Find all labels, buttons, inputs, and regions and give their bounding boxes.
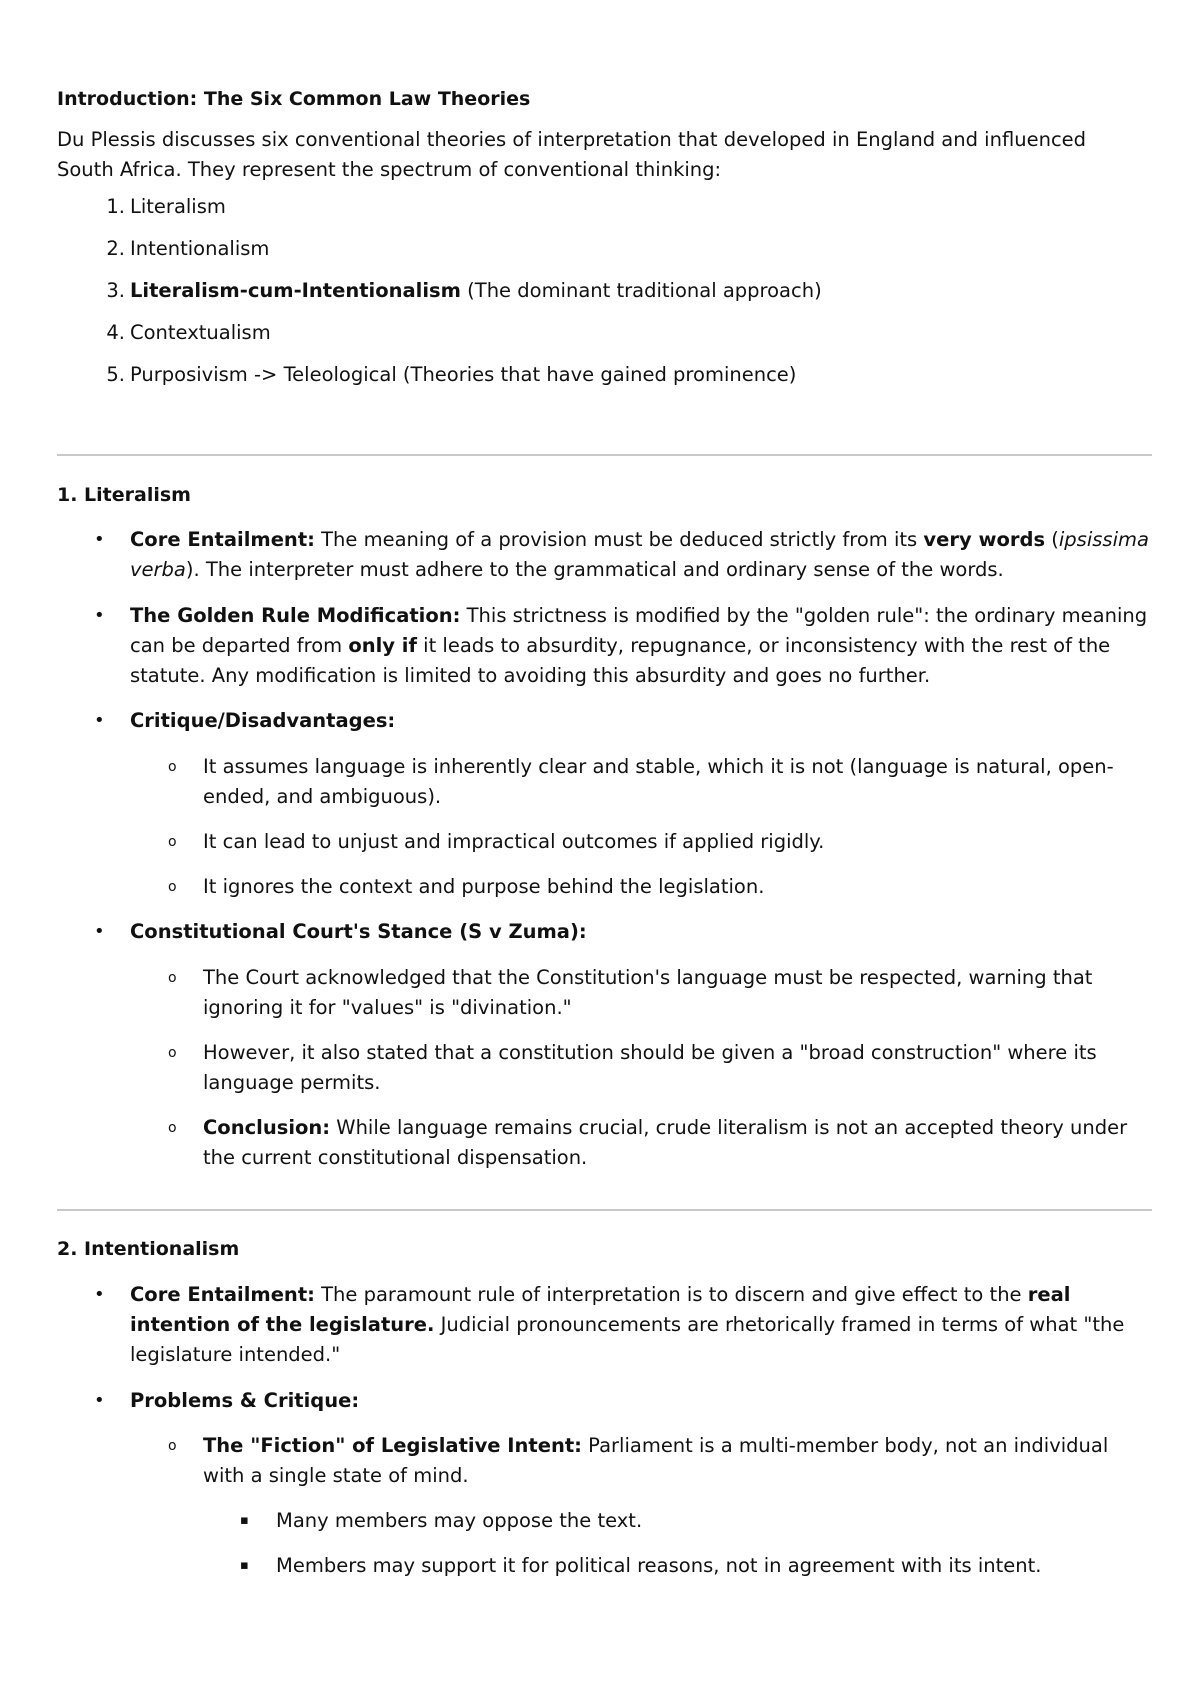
sub-bullet-icon: o <box>168 1438 177 1454</box>
item-text: Parliament is a multi-member body, not an individual with a single state of mind. <box>203 1434 1109 1487</box>
court-sub-item: The Court acknowledged that the Constitution's language must be respected, warning that ignoring it for "values" is "divination." <box>203 966 1093 1019</box>
list-item-rest: (The dominant traditional approach) <box>460 279 822 302</box>
item-label: The Golden Rule Modification: <box>130 604 461 627</box>
court-stance-item <box>130 917 1150 947</box>
sub-bullet-icon: o <box>168 879 177 895</box>
item-text: This strictness is modified by the "golden rule": the ordinary meaning can be departed from <box>130 604 1148 657</box>
bullet-icon: • <box>94 529 105 550</box>
intentionalism-heading: 2. Intentionalism <box>57 1238 240 1260</box>
list-number: 1. <box>106 195 125 218</box>
fiction-sub-item <box>203 1431 1153 1491</box>
intro-paragraph: Du Plessis discusses six conventional theories of interpretation that developed in England and influenced South Africa. They represent the spectrum of conventional thinking: <box>57 128 1087 181</box>
intro-heading: Introduction: The Six Common Law Theories <box>57 88 531 110</box>
list-item: Contextualism <box>130 321 271 344</box>
list-item: Purposivism -> Teleological (Theories that have gained prominence) <box>130 363 797 386</box>
core-entailment-item <box>130 525 1150 585</box>
item-label: Core Entailment: <box>130 528 315 551</box>
item-text: it leads to absurdity, repugnance, or inconsistency with the rest of the statute. Any modification is limited to avoiding this absurdity and goes no further. <box>130 634 1111 687</box>
literalism-heading: 1. Literalism <box>57 484 191 506</box>
item-label: Critique/Disadvantages: <box>130 709 396 732</box>
list-number: 5. <box>106 363 125 386</box>
sub-bullet-icon: o <box>168 1045 177 1061</box>
court-sub-item: However, it also stated that a constitution should be given a "broad construction" where its language permits. <box>203 1041 1097 1094</box>
list-item-bold: Literalism-cum-Intentionalism <box>130 279 461 302</box>
sub-bullet-icon: o <box>168 759 177 775</box>
sub-bullet-icon: o <box>168 970 177 986</box>
critique-sub-item: It ignores the context and purpose behind the legislation. <box>203 875 765 898</box>
fiction-detail-item: Members may support it for political reasons, not in agreement with its intent. <box>276 1554 1042 1577</box>
fiction-detail-item: Many members may oppose the text. <box>276 1509 643 1532</box>
item-text: ( <box>1045 528 1059 551</box>
critique-sub-item: It assumes language is inherently clear and stable, which it is not (language is natural, open-ended, and ambiguous). <box>203 755 1114 808</box>
critique-item <box>130 706 1150 736</box>
list-number: 4. <box>106 321 125 344</box>
bullet-icon: • <box>94 1284 105 1305</box>
list-item: Intentionalism <box>130 237 270 260</box>
item-bold: real intention of the legislature. <box>130 1283 1071 1336</box>
bullet-icon: • <box>94 605 105 626</box>
bullet-icon: • <box>94 921 105 942</box>
core-entailment-item <box>130 1280 1150 1370</box>
list-number: 2. <box>106 237 125 260</box>
list-item <box>130 276 822 306</box>
item-text: The paramount rule of interpretation is to discern and give effect to the <box>314 1283 1028 1306</box>
item-bold: only if <box>348 634 417 657</box>
square-bullet-icon: ▪ <box>240 1558 249 1573</box>
list-number: 3. <box>106 279 125 302</box>
item-text: ). The interpreter must adhere to the grammatical and ordinary sense of the words. <box>185 558 1004 581</box>
court-conclusion-item <box>203 1113 1153 1173</box>
golden-rule-item <box>130 601 1150 691</box>
item-text: Judicial pronouncements are rhetorically framed in terms of what "the legislature intended." <box>130 1313 1125 1366</box>
bullet-icon: • <box>94 1390 105 1411</box>
item-italic: ipsissima verba <box>130 528 1149 581</box>
item-label: Problems & Critique: <box>130 1389 360 1412</box>
section-divider <box>57 1209 1152 1211</box>
item-label: Constitutional Court's Stance (S v Zuma): <box>130 920 587 943</box>
section-divider <box>57 454 1152 456</box>
problems-item <box>130 1386 1150 1416</box>
list-item: Literalism <box>130 195 226 218</box>
bullet-icon: • <box>94 710 105 731</box>
item-text: While language remains crucial, crude literalism is not an accepted theory under the current constitutional dispensation. <box>203 1116 1128 1169</box>
sub-bullet-icon: o <box>168 834 177 850</box>
item-text: The meaning of a provision must be deduced strictly from its <box>314 528 924 551</box>
item-label: Core Entailment: <box>130 1283 315 1306</box>
square-bullet-icon: ▪ <box>240 1513 249 1528</box>
item-bold: very words <box>923 528 1046 551</box>
critique-sub-item: It can lead to unjust and impractical outcomes if applied rigidly. <box>203 830 825 853</box>
sub-bullet-icon: o <box>168 1120 177 1136</box>
item-label: Conclusion: <box>203 1116 331 1139</box>
item-label: The "Fiction" of Legislative Intent: <box>203 1434 582 1457</box>
